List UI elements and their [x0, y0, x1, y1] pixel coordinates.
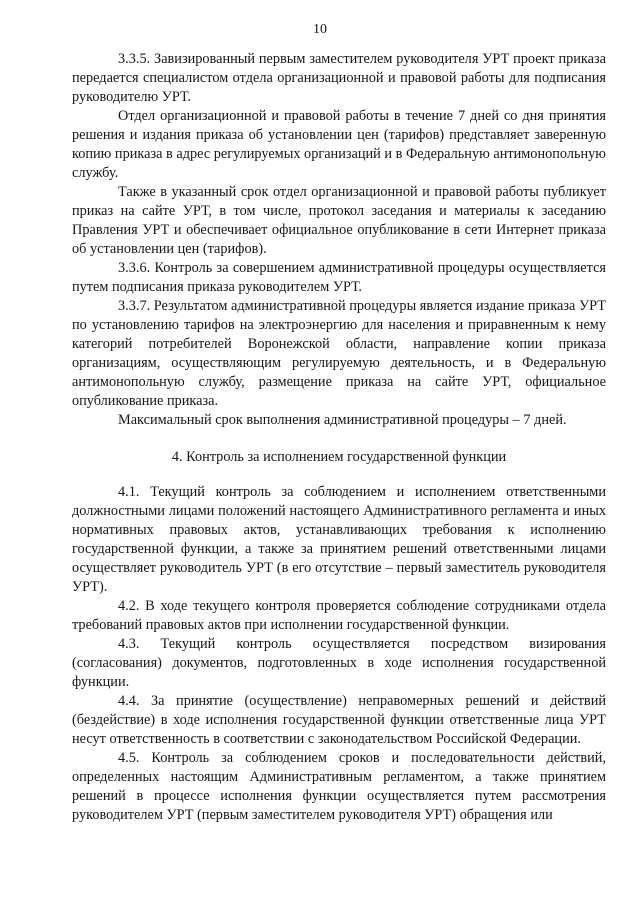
paragraph-4-4: 4.4. За принятие (осуществление) неправомерных решений и действий (бездействие) в ходе исполнения государственной функции ответственные лица УРТ несут ответственность в соответствии с законодательством Российской Федерации.: [72, 693, 606, 747]
page-number: 10: [313, 22, 327, 37]
paragraph-3-3-7: 3.3.7. Результатом административной процедуры является издание приказа УРТ по установлению тарифов на электроэнергию для населения и приравненным к нему категорий потребителей Воронежской области, направление копии приказа организациям, осуществляющим регулируемую деятельность, и в Федеральную антимонопольную службу, размещение приказа на сайте УРТ, официальное опубликование приказа.: [72, 298, 606, 409]
section-heading: 4. Контроль за исполнением государственной функции: [171, 449, 507, 465]
paragraph-website-publication: Также в указанный срок отдел организационной и правовой работы публикует приказ на сайте УРТ, в том числе, протокол заседания и материалы к заседанию Правления УРТ и обеспечивает официальное опубликование в сети Интернет приказа об установлении цен (тарифов).: [72, 184, 606, 257]
paragraph-3-3-6: 3.3.6. Контроль за совершением административной процедуры осуществляется путем подписания приказа руководителем УРТ.: [72, 260, 606, 295]
paragraph-4-2: 4.2. В ходе текущего контроля проверяется соблюдение сотрудниками отдела требований правовых актов при исполнении государственной функции.: [72, 598, 606, 633]
paragraph-4-1: 4.1. Текущий контроль за соблюдением и исполнением ответственными должностными лицами положений настоящего Административного регламента и иных нормативных правовых актов, устанавливающих требования к исполнению государственной функции, а также за принятием решений ответственными лицами осуществляет руководитель УРТ (в его отсутствие – первый заместитель руководителя УРТ).: [72, 484, 606, 595]
paragraph-4-3: 4.3. Текущий контроль осуществляется посредством визирования (согласования) документов, подготовленных в ходе исполнения государственной функции.: [72, 636, 606, 690]
paragraph-4-5: 4.5. Контроль за соблюдением сроков и последовательности действий, определенных настоящим Административным регламентом, а также принятием решений в процессе исполнения функции осуществляется путем рассмотрения руководителем УРТ (первым заместителем руководителя УРТ) обращения или: [72, 750, 606, 823]
paragraph-max-duration: Максимальный срок выполнения административной процедуры – 7 дней.: [118, 412, 567, 428]
paragraph-publication-deadline: Отдел организационной и правовой работы в течение 7 дней со дня принятия решения и издания приказа об установлении цен (тарифов) представляет заверенную копию приказа в адрес регулируемых организаций и в Федеральную антимонопольную службу.: [72, 108, 606, 181]
document-body: [72, 50, 606, 825]
paragraph-3-3-5: 3.3.5. Завизированный первым заместителем руководителя УРТ проект приказа передается специалистом отдела организационной и правовой работы для подписания руководителю УРТ.: [72, 51, 606, 105]
